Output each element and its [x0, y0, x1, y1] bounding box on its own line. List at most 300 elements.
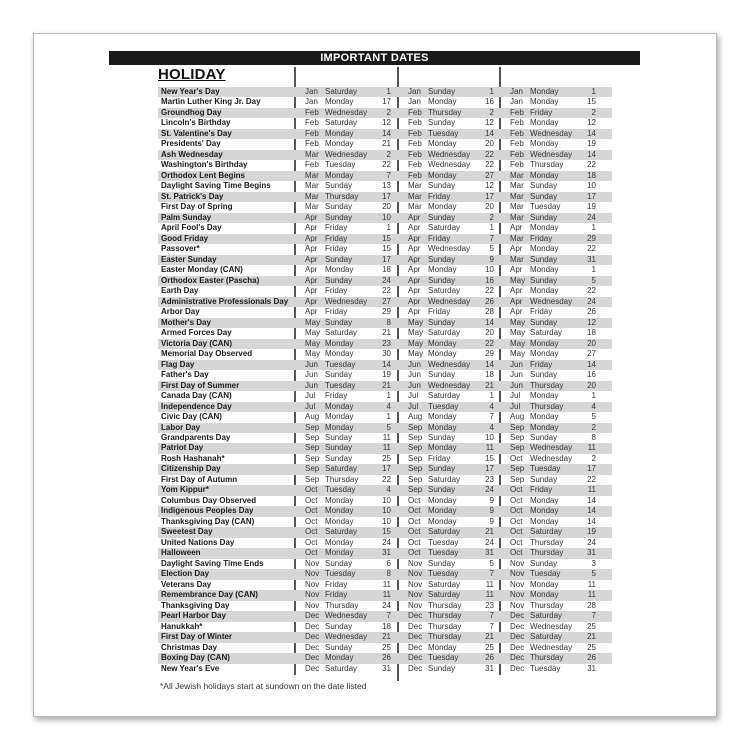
- month: Dec: [305, 611, 320, 621]
- weekday: Monday: [325, 653, 354, 663]
- holiday-name: St. Patrick's Day: [161, 191, 224, 201]
- month: Sep: [305, 443, 320, 453]
- month: Feb: [510, 118, 524, 128]
- weekday: Friday: [428, 307, 451, 317]
- day-number: 17: [587, 191, 596, 201]
- day-number: 17: [587, 464, 596, 474]
- day-number: 21: [382, 380, 391, 390]
- day-number: 1: [489, 87, 494, 96]
- weekday: Tuesday: [428, 401, 459, 411]
- day-number: 19: [587, 527, 596, 537]
- date-cell-year-3: [502, 171, 602, 181]
- month: Sep: [408, 474, 423, 484]
- day-number: 17: [382, 464, 391, 474]
- date-cell-year-3: [502, 276, 602, 286]
- table-row: [158, 402, 612, 412]
- date-cell-year-2: [400, 265, 500, 275]
- weekday: Sunday: [325, 317, 353, 327]
- day-number: 11: [587, 579, 596, 589]
- day-number: 5: [591, 275, 596, 285]
- table-row: [158, 464, 612, 474]
- month: Apr: [305, 254, 318, 264]
- day-number: 22: [485, 338, 494, 348]
- date-cell-year-2: [400, 244, 500, 254]
- day-number: 29: [587, 233, 596, 243]
- holiday-name: Good Friday: [161, 233, 209, 243]
- month: Mar: [510, 254, 524, 264]
- weekday: Sunday: [530, 254, 558, 264]
- date-cell-year-2: [400, 402, 500, 412]
- day-number: 5: [591, 412, 596, 422]
- day-number: 17: [485, 464, 494, 474]
- month: Sep: [408, 453, 423, 463]
- day-number: 20: [485, 202, 494, 212]
- date-cell-year-2: [400, 97, 500, 107]
- date-cell-year-1: [297, 160, 397, 170]
- holiday-name: Lincoln's Birthday: [161, 118, 231, 128]
- day-number: 2: [591, 107, 596, 117]
- date-cell-year-1: [297, 653, 397, 663]
- date-cell-year-2: [400, 632, 500, 642]
- weekday: Sunday: [530, 191, 558, 201]
- weekday: Monday: [325, 170, 354, 180]
- table-row: [158, 192, 612, 202]
- date-cell-year-2: [400, 339, 500, 349]
- date-cell-year-3: [502, 548, 602, 558]
- weekday: Wednesday: [325, 296, 368, 306]
- month: Dec: [510, 653, 525, 663]
- weekday: Wednesday: [428, 149, 471, 159]
- table-row: [158, 118, 612, 128]
- weekday: Monday: [325, 516, 354, 526]
- month: Apr: [408, 296, 421, 306]
- day-number: 31: [382, 663, 391, 673]
- holiday-name: Orthodox Easter (Pascha): [161, 275, 260, 285]
- holiday-name: Victoria Day (CAN): [161, 338, 232, 348]
- day-number: 11: [485, 443, 494, 453]
- month: Mar: [510, 170, 524, 180]
- day-number: 18: [382, 265, 391, 275]
- month: Oct: [510, 527, 523, 537]
- date-cell-year-1: [297, 506, 397, 516]
- weekday: Friday: [428, 453, 451, 463]
- month: Feb: [510, 107, 524, 117]
- month: Dec: [305, 621, 320, 631]
- weekday: Wednesday: [428, 380, 471, 390]
- table-row: [158, 297, 612, 307]
- month: Nov: [305, 558, 320, 568]
- month: Mar: [510, 202, 524, 212]
- day-number: 22: [587, 474, 596, 484]
- month: May: [408, 338, 424, 348]
- date-cell-year-1: [297, 181, 397, 191]
- weekday: Monday: [428, 139, 457, 149]
- weekday: Sunday: [325, 254, 353, 264]
- holiday-name: Martin Luther King Jr. Day: [161, 97, 261, 107]
- date-cell-year-3: [502, 108, 602, 118]
- table-row: [158, 276, 612, 286]
- month: Jun: [408, 359, 421, 369]
- weekday: Monday: [530, 516, 559, 526]
- day-number: 22: [382, 474, 391, 484]
- month: Jul: [510, 401, 521, 411]
- date-cell-year-1: [297, 527, 397, 537]
- month: Oct: [305, 527, 318, 537]
- day-number: 17: [382, 254, 391, 264]
- weekday: Wednesday: [325, 107, 368, 117]
- weekday: Tuesday: [325, 359, 356, 369]
- date-cell-year-3: [502, 202, 602, 212]
- date-cell-year-3: [502, 423, 602, 433]
- day-number: 22: [485, 286, 494, 296]
- holiday-name: New Year's Day: [161, 87, 220, 96]
- date-cell-year-1: [297, 548, 397, 558]
- weekday: Monday: [530, 170, 559, 180]
- day-number: 11: [382, 432, 391, 442]
- month: May: [305, 328, 321, 338]
- table-row: [158, 171, 612, 181]
- day-number: 20: [587, 380, 596, 390]
- date-cell-year-2: [400, 664, 500, 674]
- month: Dec: [408, 611, 423, 621]
- month: May: [510, 338, 526, 348]
- weekday: Sunday: [428, 254, 456, 264]
- day-number: 23: [485, 474, 494, 484]
- weekday: Monday: [530, 244, 559, 254]
- weekday: Friday: [325, 579, 348, 589]
- date-cell-year-2: [400, 580, 500, 590]
- table-row: [158, 150, 612, 160]
- month: Apr: [408, 212, 421, 222]
- date-cell-year-1: [297, 590, 397, 600]
- weekday: Sunday: [428, 432, 456, 442]
- date-cell-year-2: [400, 423, 500, 433]
- table-row: [158, 538, 612, 548]
- month: Apr: [305, 296, 318, 306]
- holiday-name: Boxing Day (CAN): [161, 653, 230, 663]
- month: Sep: [408, 422, 423, 432]
- weekday: Monday: [530, 97, 559, 107]
- day-number: 5: [591, 569, 596, 579]
- holiday-name: Thanksgiving Day (CAN): [161, 516, 255, 526]
- month: Oct: [510, 537, 523, 547]
- weekday: Monday: [530, 495, 559, 505]
- weekday: Wednesday: [428, 359, 471, 369]
- month: Feb: [408, 149, 422, 159]
- weekday: Monday: [530, 412, 559, 422]
- weekday: Monday: [530, 391, 559, 401]
- weekday: Thursday: [530, 600, 564, 610]
- month: Nov: [510, 579, 525, 589]
- date-cell-year-2: [400, 307, 500, 317]
- day-number: 16: [587, 370, 596, 380]
- day-number: 11: [587, 485, 596, 495]
- weekday: Tuesday: [428, 537, 459, 547]
- weekday: Saturday: [325, 118, 358, 128]
- month: Nov: [305, 569, 320, 579]
- date-cell-year-3: [502, 580, 602, 590]
- weekday: Thursday: [428, 600, 462, 610]
- weekday: Monday: [428, 642, 457, 652]
- day-number: 26: [485, 296, 494, 306]
- day-number: 14: [587, 495, 596, 505]
- month: Jul: [305, 401, 316, 411]
- day-number: 9: [489, 516, 494, 526]
- weekday: Friday: [325, 307, 348, 317]
- weekday: Wednesday: [530, 642, 573, 652]
- day-number: 22: [382, 286, 391, 296]
- weekday: Thursday: [428, 107, 462, 117]
- weekday: Thursday: [325, 191, 359, 201]
- table-row: [158, 590, 612, 600]
- date-cell-year-2: [400, 276, 500, 286]
- table-row: [158, 129, 612, 139]
- table-row: [158, 433, 612, 443]
- date-cell-year-3: [502, 485, 602, 495]
- date-cell-year-2: [400, 286, 500, 296]
- day-number: 26: [587, 307, 596, 317]
- table-row: [158, 580, 612, 590]
- date-cell-year-3: [502, 297, 602, 307]
- date-cell-year-1: [297, 601, 397, 611]
- month: Oct: [408, 516, 421, 526]
- day-number: 20: [382, 202, 391, 212]
- holiday-name: Columbus Day Observed: [161, 495, 257, 505]
- month: Feb: [510, 139, 524, 149]
- day-number: 10: [485, 432, 494, 442]
- date-cell-year-1: [297, 360, 397, 370]
- date-cell-year-2: [400, 485, 500, 495]
- month: Nov: [305, 600, 320, 610]
- table-row: [158, 643, 612, 653]
- month: Oct: [510, 548, 523, 558]
- month: Jun: [408, 370, 421, 380]
- day-number: 9: [489, 495, 494, 505]
- day-number: 1: [386, 223, 391, 233]
- day-number: 18: [587, 328, 596, 338]
- day-number: 22: [587, 244, 596, 254]
- date-cell-year-3: [502, 118, 602, 128]
- date-cell-year-1: [297, 580, 397, 590]
- day-number: 1: [591, 265, 596, 275]
- date-cell-year-3: [502, 653, 602, 663]
- date-cell-year-3: [502, 412, 602, 422]
- day-number: 1: [591, 223, 596, 233]
- day-number: 10: [382, 506, 391, 516]
- month: Feb: [408, 170, 422, 180]
- date-cell-year-1: [297, 339, 397, 349]
- day-number: 5: [386, 422, 391, 432]
- holiday-name: Civic Day (CAN): [161, 412, 222, 422]
- date-cell-year-2: [400, 108, 500, 118]
- month: Feb: [305, 107, 319, 117]
- date-cell-year-3: [502, 234, 602, 244]
- date-cell-year-1: [297, 475, 397, 485]
- day-number: 25: [382, 453, 391, 463]
- month: Apr: [408, 307, 421, 317]
- holiday-name: United Nations Day: [161, 537, 235, 547]
- date-cell-year-3: [502, 150, 602, 160]
- date-cell-year-3: [502, 286, 602, 296]
- table-row: [158, 286, 612, 296]
- day-number: 23: [485, 600, 494, 610]
- weekday: Saturday: [428, 223, 461, 233]
- day-number: 20: [587, 338, 596, 348]
- date-cell-year-3: [502, 559, 602, 569]
- month: Mar: [305, 170, 319, 180]
- day-number: 1: [591, 391, 596, 401]
- month: Sep: [510, 464, 525, 474]
- day-number: 21: [485, 380, 494, 390]
- date-cell-year-2: [400, 653, 500, 663]
- date-cell-year-2: [400, 87, 500, 97]
- month: Apr: [305, 307, 318, 317]
- holiday-name: Easter Monday (CAN): [161, 265, 243, 275]
- holiday-name: Thanksgiving Day: [161, 600, 230, 610]
- month: Apr: [305, 223, 318, 233]
- weekday: Monday: [325, 128, 354, 138]
- weekday: Saturday: [530, 632, 563, 642]
- table-row: [158, 423, 612, 433]
- holiday-name: Presidents' Day: [161, 139, 221, 149]
- date-cell-year-3: [502, 643, 602, 653]
- date-cell-year-1: [297, 244, 397, 254]
- day-number: 5: [489, 558, 494, 568]
- day-number: 31: [485, 548, 494, 558]
- month: Dec: [408, 663, 423, 673]
- table-row: [158, 632, 612, 642]
- month: May: [408, 328, 424, 338]
- date-cell-year-2: [400, 601, 500, 611]
- date-cell-year-3: [502, 223, 602, 233]
- weekday: Wednesday: [325, 611, 368, 621]
- holiday-name: Armed Forces Day: [161, 328, 232, 338]
- day-number: 19: [382, 370, 391, 380]
- weekday: Wednesday: [530, 453, 573, 463]
- day-number: 2: [591, 453, 596, 463]
- weekday: Thursday: [428, 632, 462, 642]
- weekday: Wednesday: [530, 149, 573, 159]
- holiday-name: Earth Day: [161, 286, 199, 296]
- table-row: [158, 349, 612, 359]
- month: Apr: [510, 244, 523, 254]
- table-row: [158, 318, 612, 328]
- day-number: 14: [587, 506, 596, 516]
- date-cell-year-1: [297, 433, 397, 443]
- day-number: 4: [489, 401, 494, 411]
- month: Apr: [408, 244, 421, 254]
- date-cell-year-1: [297, 370, 397, 380]
- day-number: 15: [382, 244, 391, 254]
- date-cell-year-2: [400, 433, 500, 443]
- date-cell-year-3: [502, 622, 602, 632]
- table-row: [158, 97, 612, 107]
- weekday: Monday: [428, 170, 457, 180]
- month: Mar: [305, 149, 319, 159]
- day-number: 2: [386, 149, 391, 159]
- day-number: 22: [382, 160, 391, 170]
- month: Feb: [305, 118, 319, 128]
- day-number: 28: [587, 600, 596, 610]
- holiday-name: Easter Sunday: [161, 254, 217, 264]
- holiday-name: Patriot Day: [161, 443, 204, 453]
- date-cell-year-2: [400, 160, 500, 170]
- table-row: [158, 611, 612, 621]
- month: Mar: [305, 202, 319, 212]
- holiday-name: Hanukkah*: [161, 621, 203, 631]
- month: Sep: [305, 422, 320, 432]
- day-number: 17: [382, 191, 391, 201]
- weekday: Thursday: [530, 160, 564, 170]
- day-number: 14: [587, 516, 596, 526]
- month: Oct: [510, 453, 523, 463]
- month: Oct: [305, 506, 318, 516]
- weekday: Monday: [530, 422, 559, 432]
- weekday: Tuesday: [325, 569, 356, 579]
- day-number: 14: [485, 128, 494, 138]
- date-cell-year-2: [400, 181, 500, 191]
- date-cell-year-2: [400, 643, 500, 653]
- weekday: Wednesday: [530, 621, 573, 631]
- date-cell-year-2: [400, 139, 500, 149]
- holiday-name: Administrative Professionals Day: [161, 296, 289, 306]
- day-number: 7: [386, 170, 391, 180]
- month: Apr: [408, 254, 421, 264]
- weekday: Monday: [325, 401, 354, 411]
- day-number: 10: [382, 212, 391, 222]
- weekday: Tuesday: [325, 485, 356, 495]
- day-number: 31: [382, 548, 391, 558]
- month: May: [408, 317, 424, 327]
- holiday-name: Rosh Hashanah*: [161, 453, 225, 463]
- month: Sep: [305, 432, 320, 442]
- month: Jan: [510, 97, 523, 107]
- day-number: 18: [382, 621, 391, 631]
- weekday: Monday: [325, 537, 354, 547]
- weekday: Sunday: [530, 558, 558, 568]
- month: Apr: [510, 307, 523, 317]
- month: Mar: [408, 181, 422, 191]
- date-cell-year-1: [297, 150, 397, 160]
- weekday: Friday: [325, 223, 348, 233]
- table-row: [158, 412, 612, 422]
- month: Jan: [408, 87, 421, 96]
- month: Feb: [510, 128, 524, 138]
- day-number: 11: [485, 579, 494, 589]
- weekday: Saturday: [530, 611, 563, 621]
- holiday-name: Mother's Day: [161, 317, 211, 327]
- day-number: 27: [587, 349, 596, 359]
- month: Mar: [510, 233, 524, 243]
- weekday: Friday: [325, 391, 348, 401]
- day-number: 8: [386, 317, 391, 327]
- month: Jul: [305, 391, 316, 401]
- month: Sep: [510, 422, 525, 432]
- holiday-name: Canada Day (CAN): [161, 391, 232, 401]
- holiday-name: St. Valentine's Day: [161, 128, 232, 138]
- month: Apr: [408, 265, 421, 275]
- date-cell-year-1: [297, 139, 397, 149]
- day-number: 7: [489, 621, 494, 631]
- holiday-name: Election Day: [161, 569, 210, 579]
- weekday: Sunday: [428, 370, 456, 380]
- table-row: [158, 653, 612, 663]
- date-cell-year-1: [297, 391, 397, 401]
- date-cell-year-3: [502, 255, 602, 265]
- date-cell-year-3: [502, 370, 602, 380]
- day-number: 1: [386, 412, 391, 422]
- day-number: 12: [485, 118, 494, 128]
